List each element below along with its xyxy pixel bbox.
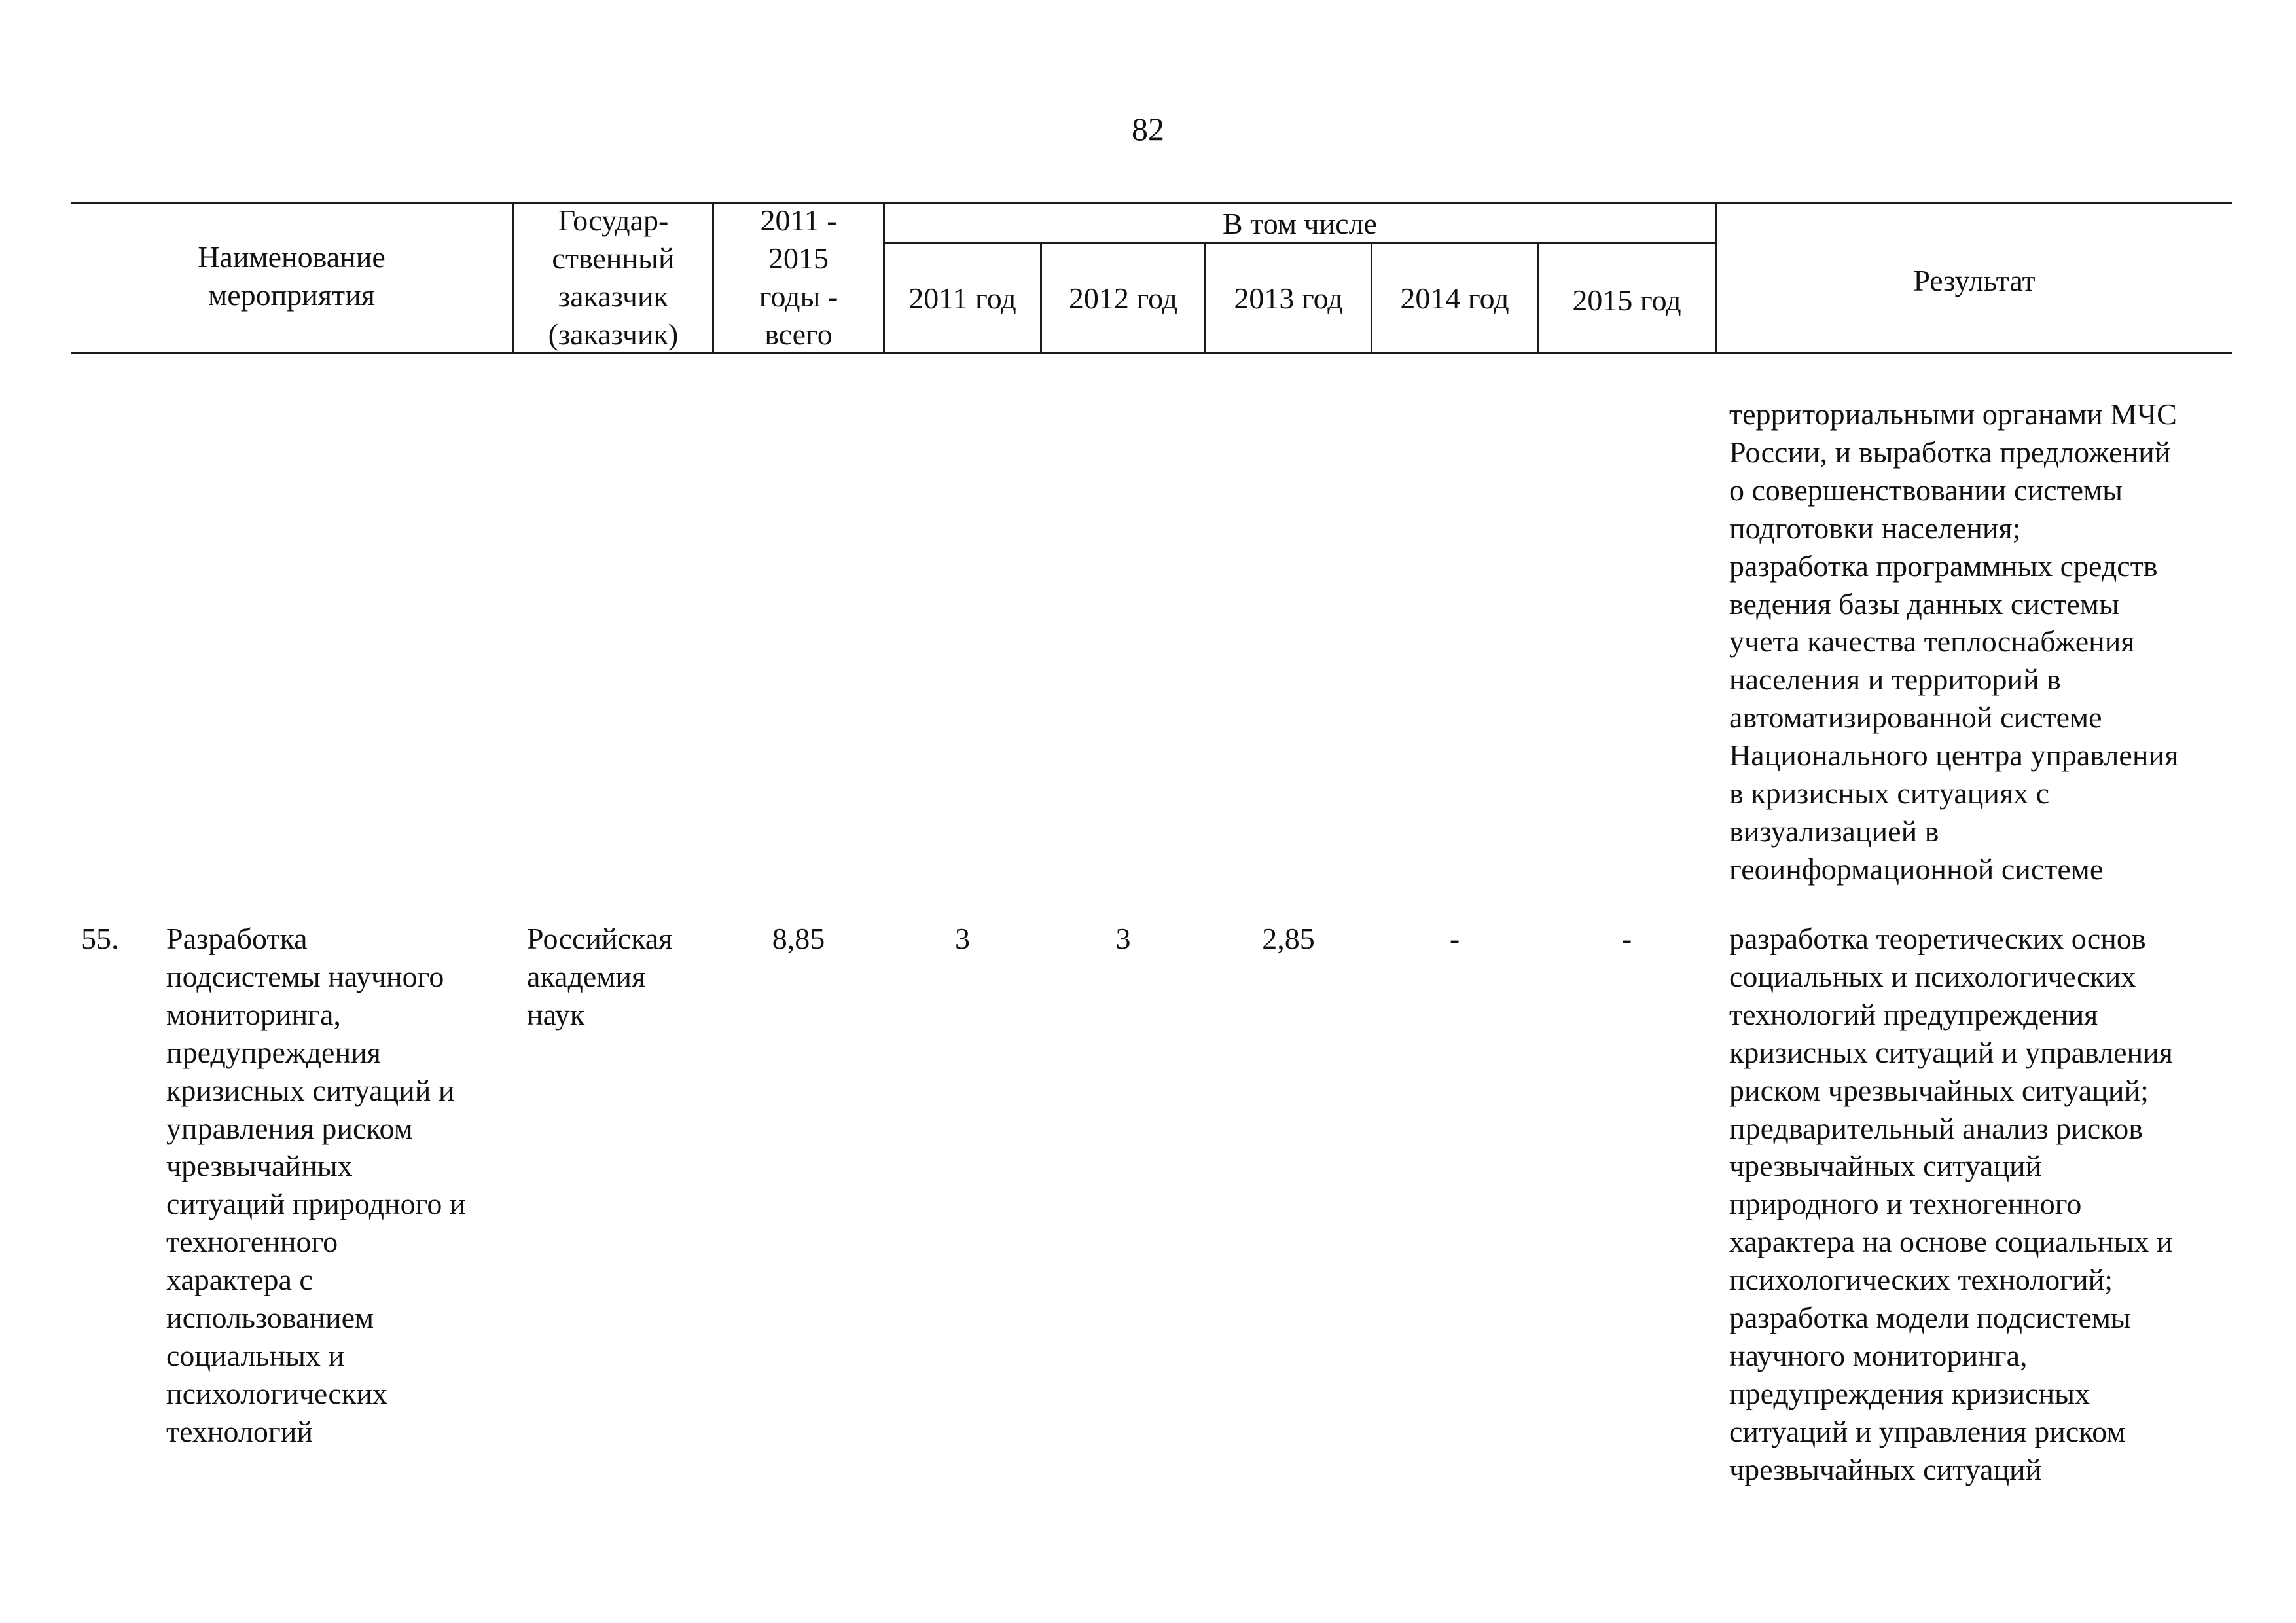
name-line: использованием [166, 1301, 374, 1335]
name-line: Разработка [166, 922, 308, 955]
header-total-line: всего [764, 318, 833, 351]
row-total: 8,85 [772, 922, 825, 955]
result-line: геоинформационной системе [1729, 852, 2104, 886]
header-year-2013: 2013 год [1234, 282, 1343, 315]
header-name-line: мероприятия [208, 278, 375, 312]
name-line: предупреждения [166, 1035, 381, 1069]
header-total-line: 2015 [768, 242, 829, 275]
row-name [166, 920, 465, 1451]
result-line: чрезвычайных ситуаций [1729, 1452, 2042, 1486]
name-line: социальных и [166, 1338, 345, 1372]
name-line: чрезвычайных [166, 1149, 353, 1183]
customer-line: Российская [527, 922, 673, 955]
result-line: населения и территорий в [1729, 663, 2061, 697]
result-line: научного мониторинга, [1729, 1338, 2028, 1372]
header-total-line: годы - [759, 280, 838, 313]
result-line: характера на основе социальных и [1729, 1225, 2173, 1259]
result-line: социальных и психологических [1729, 959, 2136, 993]
result-line: разработка программных средств [1729, 549, 2158, 583]
name-line: психологических [166, 1376, 387, 1410]
result-line: чрезвычайных ситуаций [1729, 1149, 2042, 1183]
header-customer-line: Государ- [558, 204, 669, 237]
page-number: 82 [1132, 111, 1164, 147]
header-name-line: Наименование [198, 240, 386, 274]
name-line: управления риском [166, 1111, 413, 1145]
result-line: подготовки населения; [1729, 511, 2021, 545]
result-line: Национального центра управления [1729, 739, 2179, 773]
result-line: разработка теоретических основ [1729, 922, 2146, 955]
name-line: технологий [166, 1414, 313, 1448]
header-year-2011: 2011 год [908, 282, 1016, 315]
row-2014: - [1449, 922, 1460, 955]
row-2015: - [1621, 922, 1632, 955]
result-line: риском чрезвычайных ситуаций; [1729, 1073, 2149, 1107]
result-line: России, и выработка предложений [1729, 435, 2171, 469]
header-bottom-rule [71, 352, 2232, 354]
row-number: 55. [81, 922, 119, 955]
header-customer [514, 202, 712, 354]
result-line: о совершенствовании системы [1729, 473, 2123, 507]
result-line: природного и техногенного [1729, 1187, 2082, 1221]
header-customer-line: (заказчик) [548, 318, 679, 351]
result-line: визуализацией в [1729, 814, 1939, 848]
row-result [1729, 920, 2173, 1489]
result-line: кризисных ситуаций и управления [1729, 1035, 2173, 1069]
result-line: психологических технологий; [1729, 1263, 2113, 1297]
table-top-rule [71, 202, 2232, 204]
customer-line: академия [527, 959, 646, 993]
row-2012: 3 [1115, 922, 1131, 955]
header-including: В том числе [1223, 207, 1377, 240]
result-line: автоматизированной системе [1729, 701, 2102, 735]
result-line: в кризисных ситуациях с [1729, 776, 2050, 811]
row-2011: 3 [955, 922, 970, 955]
result-line: ведения базы данных системы [1729, 587, 2119, 621]
name-line: техногенного [166, 1225, 338, 1259]
header-year-2012: 2012 год [1068, 282, 1178, 315]
result-line: учета качества теплоснабжения [1729, 625, 2135, 659]
header-name [71, 238, 512, 314]
header-total-line: 2011 - [760, 204, 837, 237]
result-line: разработка модели подсистемы [1729, 1301, 2131, 1335]
row-2013: 2,85 [1262, 922, 1315, 955]
result-line: предварительный анализ рисков [1729, 1111, 2143, 1145]
header-customer-line: ственный [552, 242, 675, 275]
header-result: Результат [1913, 264, 2036, 297]
result-line: технологий предупреждения [1729, 997, 2098, 1031]
result-line: территориальными органами МЧС [1729, 397, 2177, 431]
header-year-2015: 2015 год [1572, 283, 1681, 317]
result-line: предупреждения кризисных [1729, 1376, 2090, 1410]
name-line: ситуаций природного и [166, 1187, 466, 1221]
name-line: мониторинга, [166, 997, 341, 1031]
row-customer [527, 920, 672, 1034]
header-year-2014: 2014 год [1400, 282, 1509, 315]
continuation-result [1729, 395, 2178, 888]
name-line: характера с [166, 1263, 313, 1297]
header-customer-line: заказчик [558, 280, 668, 313]
result-line: ситуаций и управления риском [1729, 1414, 2126, 1448]
customer-line: наук [527, 997, 585, 1031]
header-total [714, 202, 883, 354]
name-line: подсистемы научного [166, 959, 444, 993]
name-line: кризисных ситуаций и [166, 1073, 455, 1107]
